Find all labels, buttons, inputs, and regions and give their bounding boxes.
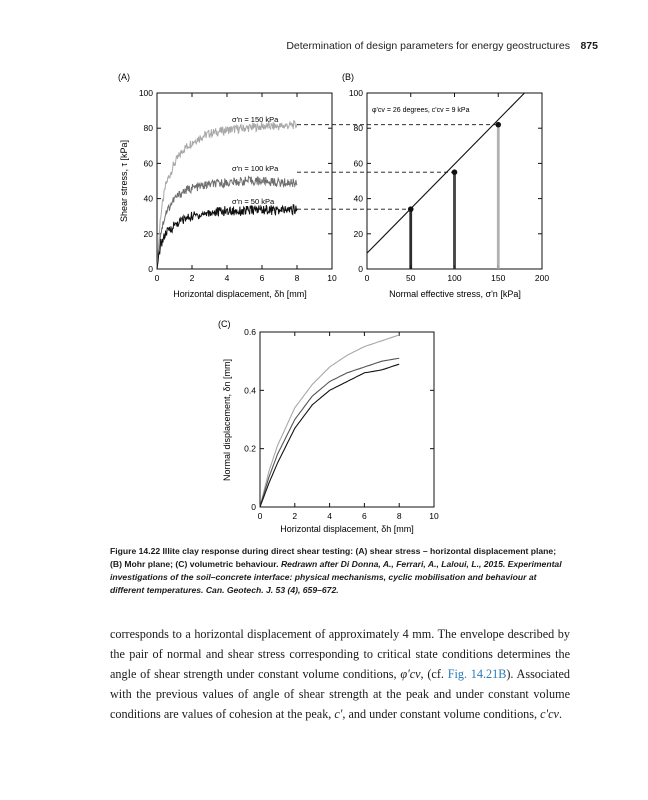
panel-c-curves bbox=[260, 335, 399, 507]
panel-a-xtick-label: 6 bbox=[259, 273, 265, 283]
symbol-c-cv: c'cv bbox=[540, 707, 559, 721]
curve-label-50: σ'n = 50 kPa bbox=[232, 197, 275, 206]
panel-b-xtick-label: 100 bbox=[447, 273, 462, 283]
curve-label-100: σ'n = 100 kPa bbox=[232, 164, 279, 173]
figure-caption bbox=[110, 545, 570, 597]
panel-a-xtick-label: 8 bbox=[294, 273, 300, 283]
panel-a bbox=[119, 88, 337, 299]
panel-c-label: (C) bbox=[218, 319, 231, 329]
panel-b-ticks bbox=[349, 88, 550, 283]
panel-b-ytick-label: 20 bbox=[353, 228, 363, 239]
page-number: 875 bbox=[580, 40, 598, 52]
panel-c-xtick-label: 4 bbox=[327, 511, 332, 521]
panel-c-xtick-label: 2 bbox=[292, 511, 298, 521]
symbol-c-peak: c' bbox=[334, 707, 343, 721]
panel-a-xtick-label: 10 bbox=[327, 273, 337, 283]
panel-a-ytick-label: 100 bbox=[138, 88, 153, 98]
panel-c-xlabel: Horizontal displacement, δh [mm] bbox=[280, 524, 414, 534]
panel-b-ytick-label: 0 bbox=[358, 264, 363, 274]
running-title: Determination of design parameters for energy geostructures bbox=[286, 40, 570, 52]
panel-b-xlabel: Normal effective stress, σ'n [kPa] bbox=[389, 289, 521, 299]
panel-c-ticks bbox=[244, 327, 439, 521]
panel-a-label: (A) bbox=[118, 72, 130, 82]
panel-a-ytick-label: 40 bbox=[143, 193, 153, 204]
volumetric-curve-100kpa bbox=[260, 358, 399, 507]
failure-envelope-line bbox=[367, 93, 525, 253]
panel-b-xtick-label: 150 bbox=[491, 273, 506, 283]
panel-b-annotation: φ'cv = 26 degrees, c'cv = 9 kPa bbox=[372, 107, 470, 114]
panel-c-ytick-label: 0.6 bbox=[244, 327, 256, 337]
panel-b-label: (B) bbox=[342, 72, 354, 82]
caption-source: Redrawn after Di Donna, A., Ferrari, A., Laloui, L., 2015. Experimental investigations of the soil–concrete interface: physical mechanisms, cyclic mobilisation and behaviour at different temperatures. Can. Geotech. J. 53 (4), 659–672. bbox=[110, 559, 562, 595]
body-text-5: . bbox=[558, 707, 562, 721]
symbol-phi-cv: φ'cv bbox=[400, 667, 421, 681]
panel-b-xtick-label: 0 bbox=[364, 273, 370, 283]
panel-a-ytick-label: 80 bbox=[143, 123, 153, 134]
panel-ab-dashed-links bbox=[297, 125, 498, 209]
panel-a-xtick-label: 0 bbox=[154, 273, 160, 283]
panel-a-ytick-label: 20 bbox=[143, 228, 153, 239]
volumetric-curve-50kpa bbox=[260, 364, 399, 507]
panel-a-ytick-label: 60 bbox=[143, 158, 153, 169]
panel-b-ytick-label: 40 bbox=[353, 193, 363, 204]
figure-reference-link[interactable]: Fig. 14.21B bbox=[447, 667, 507, 681]
panel-b-ytick-label: 80 bbox=[353, 123, 363, 134]
panel-c-ytick-label: 0 bbox=[251, 502, 256, 512]
body-paragraph bbox=[110, 624, 570, 724]
volumetric-curve-150kpa bbox=[260, 335, 399, 507]
panel-b-ytick-label: 60 bbox=[353, 158, 363, 169]
body-text-1: corresponds to a horizontal displacement of approximately 4 mm. The envelope described by the pair of normal and shear stress corresponding to critical state conditions determines the angle of shear strength under constant volume conditions, bbox=[110, 627, 570, 681]
panel-b-xtick-label: 200 bbox=[534, 273, 550, 283]
curve-label-150: σ'n = 150 kPa bbox=[232, 115, 279, 124]
body-text-4: , and under constant volume conditions, bbox=[342, 707, 541, 721]
panel-a-curves bbox=[157, 121, 297, 269]
panel-c-ylabel: Normal displacement, δn [mm] bbox=[222, 358, 232, 482]
body-text-3: ). Associated with the previous values of angle of shear strength at the peak and under constant volume conditions are values of cohesion at the peak, bbox=[110, 667, 570, 721]
body-text-2: , (cf. bbox=[420, 667, 448, 681]
panel-b-ytick-label: 100 bbox=[348, 88, 363, 98]
caption-label: Figure 14.22 bbox=[110, 546, 161, 556]
panel-a-xtick-label: 4 bbox=[224, 273, 230, 283]
panel-c-frame bbox=[260, 332, 434, 507]
panel-c-xtick-label: 10 bbox=[429, 511, 439, 521]
panel-c-xtick-label: 8 bbox=[396, 511, 402, 521]
panel-c-ytick-label: 0.4 bbox=[244, 385, 256, 396]
caption-title: Illite clay response during direct shear testing: (A) shear stress – horizontal displacement plane; (B) Mohr plane; (C) volumetric behaviour. bbox=[110, 546, 557, 569]
panel-a-ylabel: Shear stress, τ [kPa] bbox=[119, 139, 129, 223]
panel-a-ytick-label: 0 bbox=[148, 264, 153, 274]
panel-b bbox=[349, 88, 550, 299]
panel-c-xtick-label: 6 bbox=[362, 511, 367, 521]
panel-a-xtick-label: 2 bbox=[189, 273, 195, 283]
panel-b-xtick-label: 50 bbox=[406, 273, 416, 283]
panel-c-ytick-label: 0.2 bbox=[244, 443, 256, 454]
panel-b-marks bbox=[367, 93, 525, 269]
panel-a-xlabel: Horizontal displacement, δh [mm] bbox=[173, 289, 307, 299]
panel-c-xtick-label: 0 bbox=[257, 511, 263, 521]
panel-c bbox=[222, 327, 439, 534]
shear-curve-50kpa bbox=[157, 205, 297, 269]
